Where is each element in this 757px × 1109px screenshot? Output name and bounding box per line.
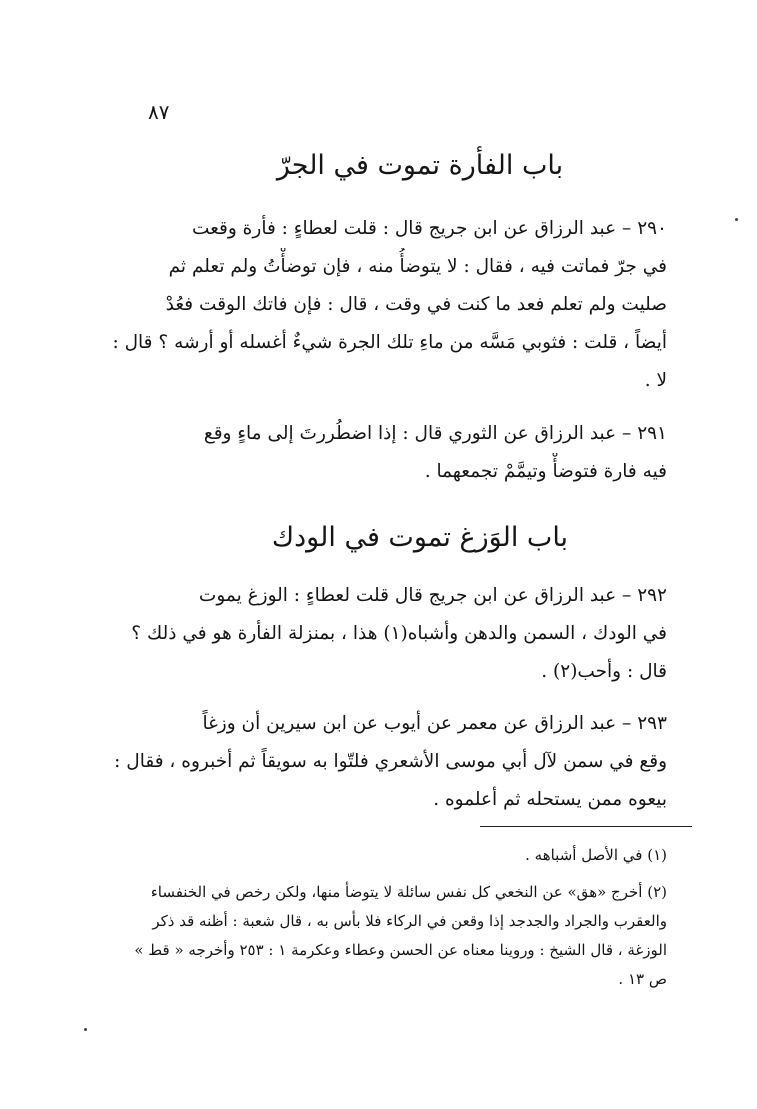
text-line: ٢٩٢ – عبد الرزاق عن ابن جريج قال قلت لعطاءٍ : الوزغ يموت (198, 585, 667, 606)
footnote-line: والعقرب والجراد والجدجد إذا وقعن في الركاء فلا بأس به ، قال شعبة : أظنه قد ذكر (152, 912, 667, 930)
hadith-paragraph-291 (112, 415, 667, 491)
text-line: لا . (644, 370, 667, 391)
text-line: بيعوه ممن يستحله ثم أعلموه . (433, 789, 667, 810)
hadith-paragraph-290 (112, 210, 667, 400)
print-speck (735, 218, 738, 221)
section-heading-gecko-in-fat: باب الوَزغ تموت في الودك (271, 522, 569, 553)
footnote-line: الوزغة ، قال الشيخ : وروينا معناه عن الحسن وعطاء وعكرمة ١ : ٢٥٣ وأخرجه « قط » (134, 941, 667, 959)
page-number: ٨٧ (148, 100, 170, 124)
footnote-1 (97, 841, 667, 870)
text-line: أيضاً ، قلت : فثوبي مَسَّه من ماءِ تلك الجرة شيءٌ أغسله أو أرشه ؟ قال : (112, 332, 667, 353)
footnote-line: (١) في الأصل أشباهه . (525, 846, 667, 864)
footnote-separator (480, 826, 692, 827)
text-line: قال : وأحب(٢) . (541, 661, 667, 682)
text-line: ٢٩١ – عبد الرزاق عن الثوري قال : إذا اضطُررتَ إلى ماءٍ وقع (203, 423, 667, 444)
hadith-paragraph-292 (112, 577, 667, 691)
text-line: وقع في سمن لآل أبي موسى الأشعري فلتّوا به سويقاً ثم أخبروه ، فقال : (114, 751, 667, 772)
text-line: في جرّ فماتت فيه ، فقال : لا يتوضأُ منه ، فإن توضأْتُ ولم تعلم ثم (168, 256, 667, 277)
footnote-line: (٢) أخرج «هق» عن النخعي كل نفس سائلة لا يتوضأ منها، ولكن رخص في الخنفساء (150, 883, 667, 901)
text-line: ٢٩٣ – عبد الرزاق عن معمر عن أيوب عن ابن سيرين أن وزغاً (202, 713, 667, 734)
text-line: ٢٩٠ – عبد الرزاق عن ابن جريج قال : قلت لعطاءٍ : فأرة وقعت (191, 218, 667, 239)
text-line: فيه فارة فتوضأْ وتيمَّمْ تجمعهما . (424, 461, 667, 482)
footnote-line: ص ١٣ . (618, 970, 667, 988)
hadith-paragraph-293 (112, 705, 667, 819)
footnote-2 (97, 878, 667, 994)
text-line: صليت ولم تعلم فعد ما كنت في وقت ، قال : فإن فاتك الوقت فعُدْ (165, 294, 667, 315)
section-heading-mouse-in-jar: باب الفأرة تموت في الجرّ (276, 150, 564, 181)
print-speck (84, 1028, 87, 1031)
text-line: في الودك ، السمن والدهن وأشباه(١) هذا ، بمنزلة الفأرة هو في ذلك ؟ (131, 623, 667, 644)
